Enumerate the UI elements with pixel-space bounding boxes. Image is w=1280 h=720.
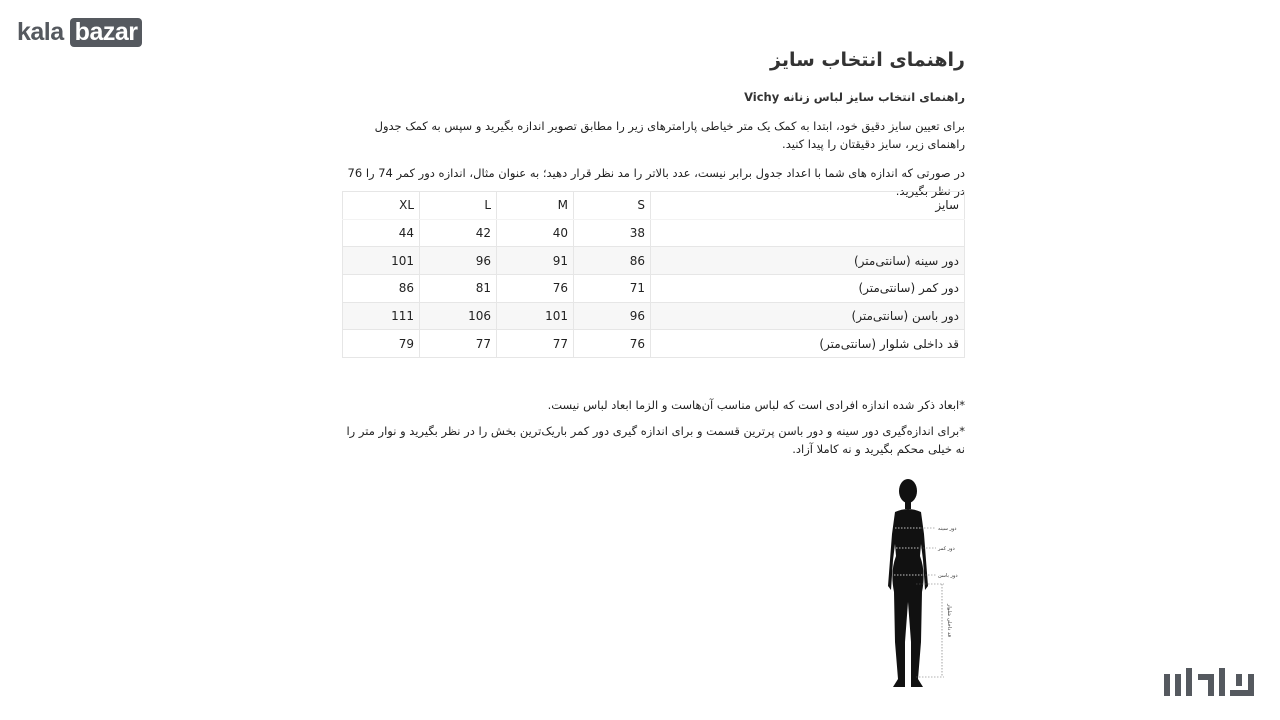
- size-number-cell: 38: [574, 219, 651, 247]
- logo-bazar-text: bazar: [74, 17, 138, 46]
- instruction-paragraph: برای تعیین سایز دقیق خود، ابتدا به کمک یک متر خیاطی پارامترهای زیر را مطابق تصویر اندازه بگیرید و سپس به کمک جدول راهنمای زیر، سایز دقیقتان را پیدا کنید.: [374, 119, 965, 151]
- table-cell: 76: [497, 275, 574, 303]
- table-cell: 79: [343, 330, 420, 358]
- row-label: دور باسن (سانتی‌متر): [651, 302, 965, 330]
- size-letter-cell: XL: [343, 192, 420, 220]
- body-measurement-figure: [880, 474, 970, 692]
- table-cell: 96: [420, 247, 497, 275]
- corner-brand-logo[interactable]: [1162, 664, 1256, 698]
- row-label: دور سینه (سانتی‌متر): [651, 247, 965, 275]
- chest-label: دور سینه: [938, 526, 957, 532]
- row-label: قد داخلی شلوار (سانتی‌متر): [651, 330, 965, 358]
- table-cell: 77: [497, 330, 574, 358]
- size-number-cell: 40: [497, 219, 574, 247]
- table-cell: 76: [574, 330, 651, 358]
- table-cell: 111: [343, 302, 420, 330]
- table-row: [343, 330, 965, 358]
- size-letter-cell: M: [497, 192, 574, 220]
- size-guide-content: [342, 46, 965, 200]
- table-row: [343, 247, 965, 275]
- row-label: دور کمر (سانتی‌متر): [651, 275, 965, 303]
- table-cell: 101: [497, 302, 574, 330]
- page-title: راهنمای انتخاب سایز: [770, 49, 965, 71]
- table-cell: 81: [420, 275, 497, 303]
- dimension-note: *ابعاد ذکر شده اندازه افرادی است که لباس مناسب آن‌هاست و الزما ابعاد لباس نیست.: [547, 398, 965, 412]
- measurement-note: *برای اندازه‌گیری دور سینه و دور باسن پرترین قسمت و برای اندازه گیری دور کمر باریک‌ترین بخش را در نظر بگیرید و نوار متر را نه خیلی محکم بگیرید و نه کاملا آزاد.: [346, 424, 965, 456]
- corner-logo-mark: [1164, 668, 1254, 696]
- logo-bazar-badge: [70, 18, 143, 47]
- size-number-cell: 42: [420, 219, 497, 247]
- table-row: [343, 275, 965, 303]
- waist-label: دور کمر: [938, 546, 955, 552]
- empty-label-cell: [651, 219, 965, 247]
- table-header-label: سایز: [651, 192, 965, 220]
- rounding-paragraph: در صورتی که اندازه های شما با اعداد جدول برابر نیست، عدد بالاتر را مد نظر قرار دهید؛ به عنوان مثال، اندازه دور کمر 74 را 76 در نظر بگیرید.: [347, 166, 965, 198]
- hip-label: دور باسن: [938, 573, 958, 579]
- brand-logo[interactable]: [17, 17, 142, 47]
- table-cell: 101: [343, 247, 420, 275]
- size-table: [342, 191, 965, 358]
- subtitle: راهنمای انتخاب سایز لباس زنانه Vichy: [744, 90, 965, 104]
- table-cell: 91: [497, 247, 574, 275]
- size-number-cell: 44: [343, 219, 420, 247]
- logo-kala-text: kala: [17, 18, 64, 46]
- table-cell: 96: [574, 302, 651, 330]
- table-cell: 86: [343, 275, 420, 303]
- table-cell: 71: [574, 275, 651, 303]
- notes-section: [342, 396, 965, 458]
- table-row: [343, 302, 965, 330]
- table-cell: 106: [420, 302, 497, 330]
- table-size-number-row: [343, 219, 965, 247]
- table-header-row: [343, 192, 965, 220]
- table-cell: 77: [420, 330, 497, 358]
- inseam-label: قد داخلی شلوار: [946, 604, 952, 637]
- silhouette-icon: [888, 479, 928, 687]
- size-letter-cell: S: [574, 192, 651, 220]
- size-letter-cell: L: [420, 192, 497, 220]
- table-cell: 86: [574, 247, 651, 275]
